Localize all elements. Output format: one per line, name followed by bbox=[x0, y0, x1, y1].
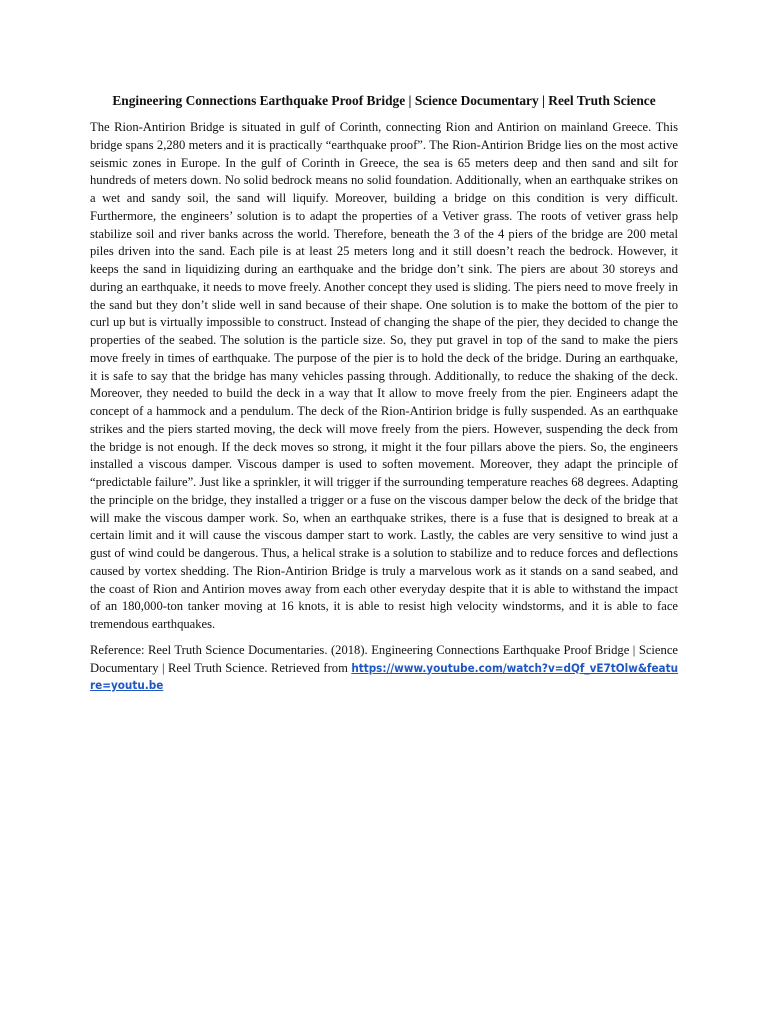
document-title: Engineering Connections Earthquake Proof Bridge | Science Documentary | Reel Truth Science bbox=[112, 93, 656, 108]
body-paragraph: The Rion-Antirion Bridge is situated in gulf of Corinth, connecting Rion and Antirion on mainland Greece. This bridge spans 2,280 meters and it is practically “earthquake proof”. The Rion-Antirion Bridge lies on the most active seismic zones in Europe. In the gulf of Corinth in Greece, the sea is 65 meters deep and then sand and silt for hundreds of meters down. No solid bedrock means no solid foundation. Additionally, when an earthquake strikes on a wet and sandy soil, the sand will liquify. Moreover, building a bridge on this condition is very difficult. Furthermore, the engineers’ solution is to adapt the properties of a Vetiver grass. The roots of vetiver grass help stabilize soil and river banks across the world. Therefore, beneath the 3 of the 4 piers of the bridge are 200 metal piles driven into the sand. Each pile is at least 25 meters long and it still doesn’t reach the bedrock. However, it keeps the sand in liquidizing during an earthquake and the bridge don’t sink. The piers are about 30 storeys and during an earthquake, it needs to move freely. Another concept they used is sliding. The piers need to move freely in the sand but they don’t slide well in sand because of their shape. One solution is to make the bottom of the pier to curl up but is virtually impossible to construct. Instead of changing the shape of the pier, they decided to change the properties of the seabed. The solution is the particle size. So, they put gravel in top of the sand to make the piers move freely in times of earthquake. The purpose of the pier is to hold the deck of the bridge. During an earthquake, it is safe to say that the bridge has many vehicles passing through. Additionally, to reduce the shaking of the deck. Moreover, they needed to build the deck in a way that It allow to move freely from the pier. Engineers adapt the concept of a hammock and a pendulum. The deck of the Rion-Antirion bridge is fully suspended. As an earthquake strikes and the piers started moving, the deck will move freely from the piers. However, suspending the deck from the bridge is not enough. If the deck moves so strong, it might it the four pillars above the piers. So, the engineers installed a viscous damper. Viscous damper is used to soften movement. Moreover, they adapt the principle of “predictable failure”. Just like a sprinkler, it will trigger if the surrounding temperature reaches 68 degrees. Adapting the principle on the bridge, they installed a trigger or a fuse on the viscous damper below the deck of the bridge that will make the viscous damper work. So, when an earthquake strikes, there is a fuse that is designed to break at a certain limit and it will cause the viscous damper start to work. Lastly, the cables are very sensitive to wind just a gust of wind could be dangerous. Thus, a helical strake is a solution to stabilize and to reduce forces and deflections caused by vortex shedding. The Rion-Antirion Bridge is truly a marvelous work as it stands on a sand seabed, and the coast of Rion and Antirion moves away from each other everyday despite that it is able to withstand the impact of an 180,000-ton tanker moving at 16 knots, it is able to resist high velocity windstorms, and it is able to face tremendous earthquakes. bbox=[90, 120, 678, 631]
document-page bbox=[90, 92, 678, 695]
reference-text: Reference: Reel Truth Science Documentaries. (2018). Engineering Connections Earthquake Proof Bridge | Science Documentary | Reel Truth Science. Retrieved from bbox=[90, 642, 678, 675]
reference-link[interactable]: https://www.youtube.com/watch?v=dQf_vE7tOlw&feature=youtu.be bbox=[90, 660, 678, 693]
reference-paragraph bbox=[90, 642, 678, 695]
